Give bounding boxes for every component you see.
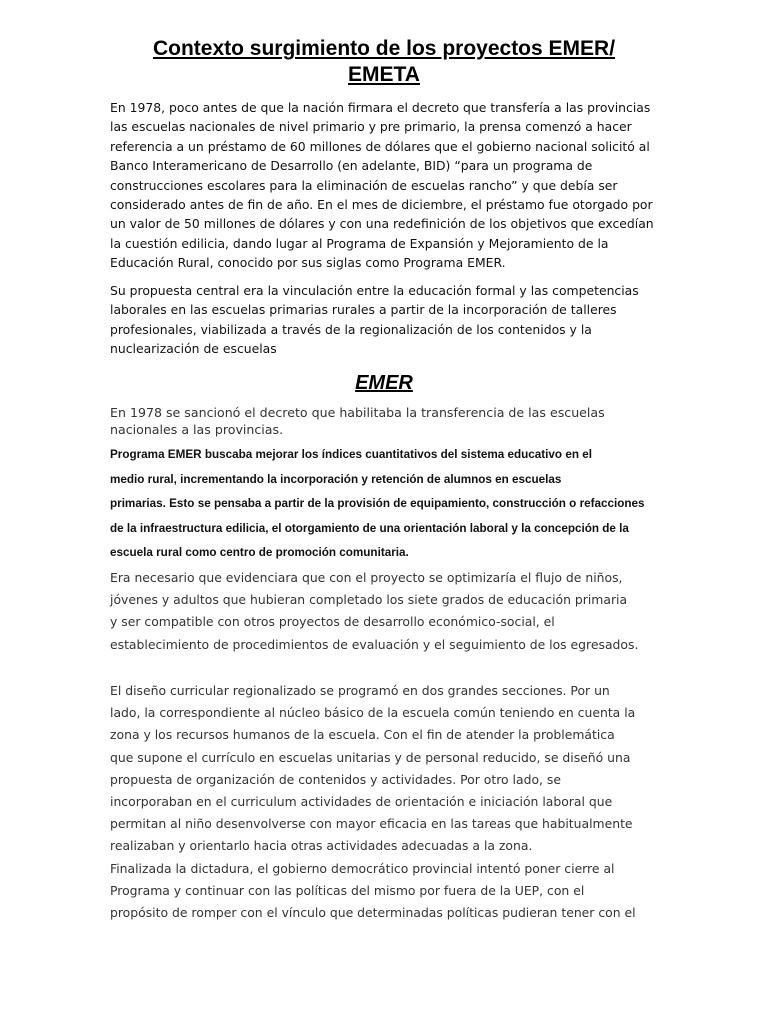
paragraph-line: establecimiento de procedimientos de evaluación y el seguimiento de los egresados. [110, 636, 639, 652]
paragraph-line: medio rural, incrementando la incorporación y retención de alumnos en escuelas [110, 472, 562, 486]
section-heading-emer: EMER [355, 372, 413, 394]
paragraph-line: Programa y continuar con las políticas del mismo por fuera de la UEP, con el [110, 882, 585, 898]
intro-paragraph-1: En 1978, poco antes de que la nación firmara el decreto que transfería a las provincias las escuelas nacionales de nivel primario y pre primario, la prensa comenzó a hacer referencia a un préstamo de 60 millones de dólares que el gobierno nacional solicitó al Banco Interamericano de Desarrollo (en adelante, BID) “para un programa de construcciones escolares para la eliminación de escuelas rancho” y que debía ser considerado antes de fin de año. En el mes de diciembre, el préstamo fue otorgado por un valor de 50 millones de dólares y con una redefinición de los objetivos que excedían la cuestión edilicia, dando lugar al Programa de Expansión y Mejoramiento de la Educación Rural, conocido por sus siglas como Programa EMER. [110, 100, 654, 271]
paragraph-line: de la infraestructura edilicia, el otorgamiento de una orientación laboral y la concepción de la [110, 521, 629, 535]
section-paragraph-3 [110, 567, 670, 656]
paragraph-line: incorporaban en el curriculum actividades de orientación e iniciación laboral que [110, 794, 613, 810]
paragraph-line: primarias. Esto se pensaba a partir de la provisión de equipamiento, construcción o refacciones [110, 497, 645, 510]
paragraph-line: Programa EMER buscaba mejorar los índices cuantitativos del sistema educativo en el [110, 448, 592, 461]
paragraph-line: escuela rural como centro de promoción comunitaria. [110, 546, 409, 559]
document-title [100, 36, 668, 88]
paragraph-line: y ser compatible con otros proyectos de desarrollo económico-social, el [110, 614, 555, 630]
paragraph-line: propuesta de organización de contenidos y actividades. Por otro lado, se [110, 771, 561, 787]
paragraph-line: que supone el currículo en escuelas unitarias y de personal reducido, se diseñó una [110, 749, 631, 765]
section-paragraph-4 [110, 680, 670, 924]
intro-paragraph-2: Su propuesta central era la vinculación entre la educación formal y las competencias laborales en las escuelas primarias rurales a partir de la incorporación de talleres profesionales, viabilizada a través de la regionalización de los contenidos y la nuclearización de escuelas [110, 283, 639, 357]
paragraph-line: lado, la correspondiente al núcleo básico de la escuela común teniendo en cuenta la [110, 705, 636, 721]
document-title-line-1: Contexto surgimiento de los proyectos EMER/ [152, 37, 616, 60]
paragraph-line: realizaban y orientarlo hacia otras actividades adecuadas a la zona. [110, 838, 533, 854]
paragraph-line: Era necesario que evidenciara que con el proyecto se optimizaría el flujo de niños, [110, 570, 623, 585]
document-title-line-2: EMETA [348, 63, 420, 86]
paragraph-line: jóvenes y adultos que hubieran completado los siete grados de educación primaria [110, 592, 628, 608]
section-paragraph-2 [110, 443, 670, 566]
section-paragraph-1: En 1978 se sancionó el decreto que habilitaba la transferencia de las escuelas nacionales a las provincias. [110, 405, 605, 437]
paragraph-line: permitan al niño desenvolverse con mayor eficacia en las tareas que habitualmente [110, 816, 633, 832]
paragraph-line: zona y los recursos humanos de la escuela. Con el fin de atender la problemática [110, 727, 615, 743]
paragraph-line: propósito de romper con el vínculo que determinadas políticas pudieran tener con el [110, 905, 636, 921]
paragraph-line: El diseño curricular regionalizado se programó en dos grandes secciones. Por un [110, 683, 610, 698]
paragraph-line: Finalizada la dictadura, el gobierno democrático provincial intentó poner cierre al [110, 860, 615, 876]
